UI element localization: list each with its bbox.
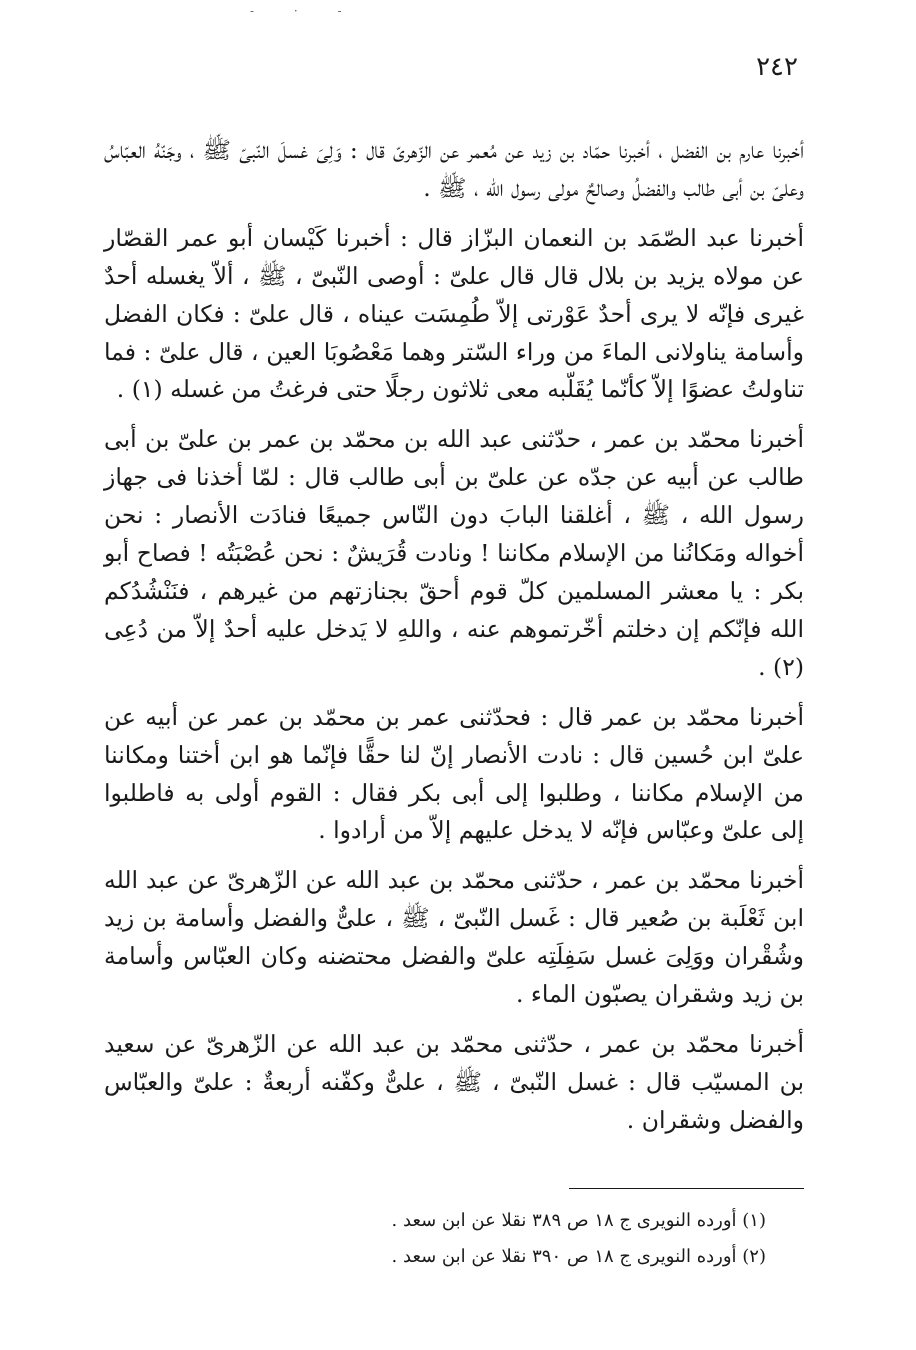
paragraph-6: أخبرنا محمّد بن عمر ، حدّثنى محمّد بن عبد الله عن الزّهرىّ عن سعيد بن المسيّب قال : غسل النّبىّ ، ﷺ ، علىٌّ وكفّنه أربعةٌ : علىّ والعبّاس والفضل وشقران .	[104, 1029, 804, 1134]
paragraph-1: أخبرنا عارم بن الفضل ، أخبرنا حمّاد بن زيد عن مُعمر عن الزّهرىّ قال : وَلِىَ غسلَ النّبىّ ﷺ ، وجَنّهُ العبّاسُ وعلىّ بن أبى طالب والفضلُ وصالحٌ مولى رسول الله ، ﷺ .	[104, 136, 804, 202]
paragraph-4: أخبرنا محمّد بن عمر قال : فحدّثنى عمر بن محمّد بن عمر عن أبيه عن علىّ ابن حُسين قال : نادت الأنصار إنّ لنا حقًّا فإنّما هو ابن أختنا ومكاننا من الإسلام مكاننا ، وطلبوا إلى أبى بكر فقال : القوم أولى به فاطلبوا إلى علىّ وعبّاس فإنّه لا يدخل عليهم إلاّ من أرادوا .	[104, 702, 804, 845]
footnotes	[206, 1203, 766, 1275]
main-text	[104, 132, 804, 1152]
paragraph-5: أخبرنا محمّد بن عمر ، حدّثنى محمّد بن عبد الله عن الزّهرىّ عن عبد الله ابن ثَعْلَبة بن صُعير قال : غَسل النّبىّ ، ﷺ ، علىٌّ والفضل وأسامة بن زيد وشُقْران ووَلِىَ غسل سَفِلَتِه علىّ والفضل محتضنه وكان العبّاس وأسامة بن زيد وشقران يصبّون الماء .	[104, 866, 804, 1009]
footnote-divider	[569, 1188, 804, 1189]
paragraph-3: أخبرنا محمّد بن عمر ، حدّثنى عبد الله بن محمّد بن عمر بن علىّ بن أبى طالب عن أبيه عن جدّه عن علىّ بن أبى طالب قال : لمّا أخذنا فى جهاز رسول الله ، ﷺ ، أغلقنا البابَ دون النّاس جميعًا فنادَت الأنصار : نحن أخواله ومَكانُنا من الإسلام مكاننا ! ونادت قُرَيشٌ : نحن عُصْبَتُه ! فصاح أبو بكر : يا معشر المسلمين كلّ قوم أحقّ بجنازتهم من غيرهم ، فنَنْشُدُكم الله فإنّكم إن دخلتم أخّرتموهم عنه ، واللهِ لا يَدخل عليه أحدٌ إلاّ من دُعِى (٢) .	[104, 425, 804, 681]
paragraph-2: أخبرنا عبد الصّمَد بن النعمان البزّاز قال : أخبرنا كَيْسان أبو عمر القصّار عن مولاه يزيد بن بلال قال قال علىّ : أوصى النّبىّ ، ﷺ ، ألاّ يغسله أحدٌ غيرى فإنّه لا يرى أحدٌ عَوْرتى إلاّ طُمِسَت عيناه ، قال علىّ : فكان الفضل وأسامة يناولانى الماءَ من وراء السّتر وهما مَعْصُوبَا العين ، قال علىّ : فما تناولتُ عضوًا إلاّ كأنّما يُقَلّبه معى ثلاثون رجلًا حتى فرغتُ من غسله (١) .	[104, 223, 804, 404]
footnote-1: (١) أورده النويرى ج ١٨ ص ٣٨٩ نقلا عن ابن سعد .	[391, 1210, 766, 1231]
scan-mark: - · -	[250, 4, 360, 18]
footnote-2: (٢) أورده النويرى ج ١٨ ص ٣٩٠ نقلا عن ابن سعد .	[391, 1246, 766, 1267]
page-number: ٢٤٢	[756, 52, 798, 82]
